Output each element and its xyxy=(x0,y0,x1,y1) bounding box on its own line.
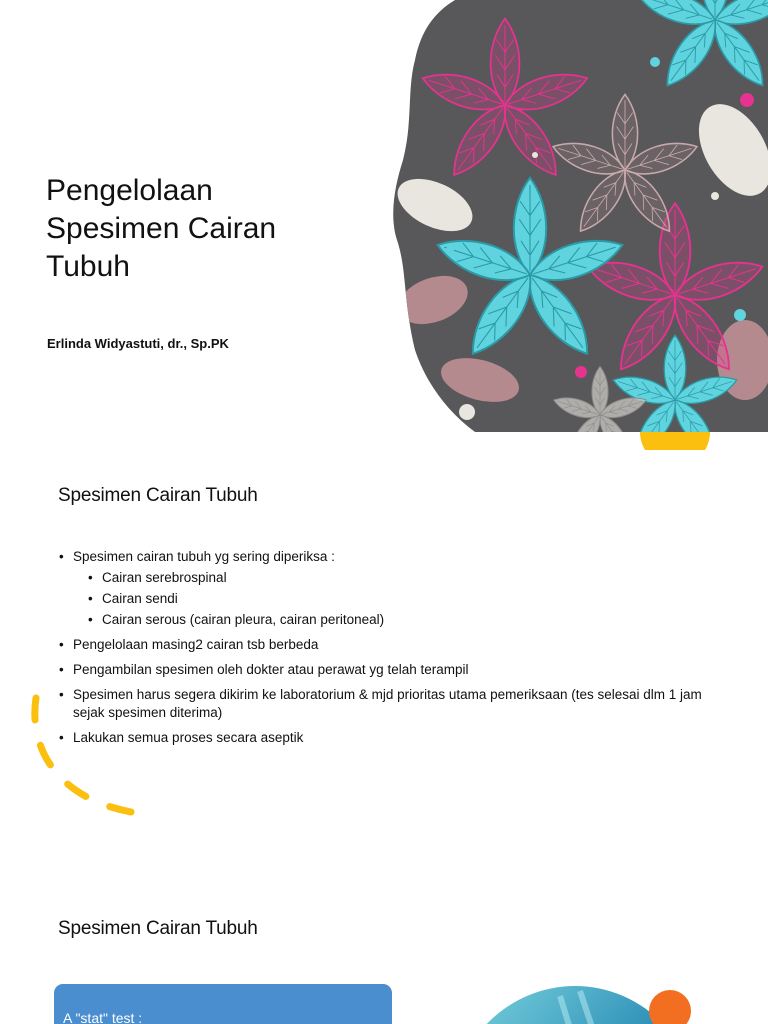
stat-test-box xyxy=(54,984,392,1024)
sub-bullet-item: • Cairan serous (cairan pleura, cairan peritoneal) xyxy=(87,611,718,629)
title-line-2: Spesimen Cairan xyxy=(46,212,277,245)
slide-heading: Spesimen Cairan Tubuh xyxy=(58,918,258,939)
floral-pattern-image xyxy=(385,0,768,450)
bullet-item: • Pengelolaan masing2 cairan tsb berbeda xyxy=(58,636,718,654)
title-line-1: Pengelolaan xyxy=(46,174,213,207)
sub-bullet-list xyxy=(73,569,718,629)
title-line-3: Tubuh xyxy=(46,250,130,283)
author-name: Erlinda Widyastuti, dr., Sp.PK xyxy=(47,336,229,351)
dashed-arc-decoration xyxy=(20,690,170,840)
sub-bullet-item: • Cairan serebrospinal xyxy=(87,569,718,587)
content-slide-1 xyxy=(0,450,768,870)
bullet-item xyxy=(58,548,718,629)
bullet-item: • Pengambilan spesimen oleh dokter atau perawat yg telah terampil xyxy=(58,661,718,679)
bullet-item: • Spesimen harus segera dikirim ke laboratorium & mjd prioritas utama pemeriksaan (tes selesai dlm 1 jam sejak spesimen diterima) xyxy=(58,686,718,722)
stat-test-label: A "stat" test : xyxy=(63,1010,143,1024)
yellow-semicircle xyxy=(640,432,710,450)
slide-title xyxy=(46,172,346,286)
slide-heading: Spesimen Cairan Tubuh xyxy=(58,485,258,506)
content-slide-2 xyxy=(0,870,768,1024)
title-slide xyxy=(0,0,768,450)
bullet-text: Spesimen cairan tubuh yg sering diperiksa : xyxy=(73,549,335,564)
sub-bullet-item: • Cairan sendi xyxy=(87,590,718,608)
bullet-item: • Lakukan semua proses secara aseptik xyxy=(58,729,718,747)
orange-dot xyxy=(649,990,691,1024)
